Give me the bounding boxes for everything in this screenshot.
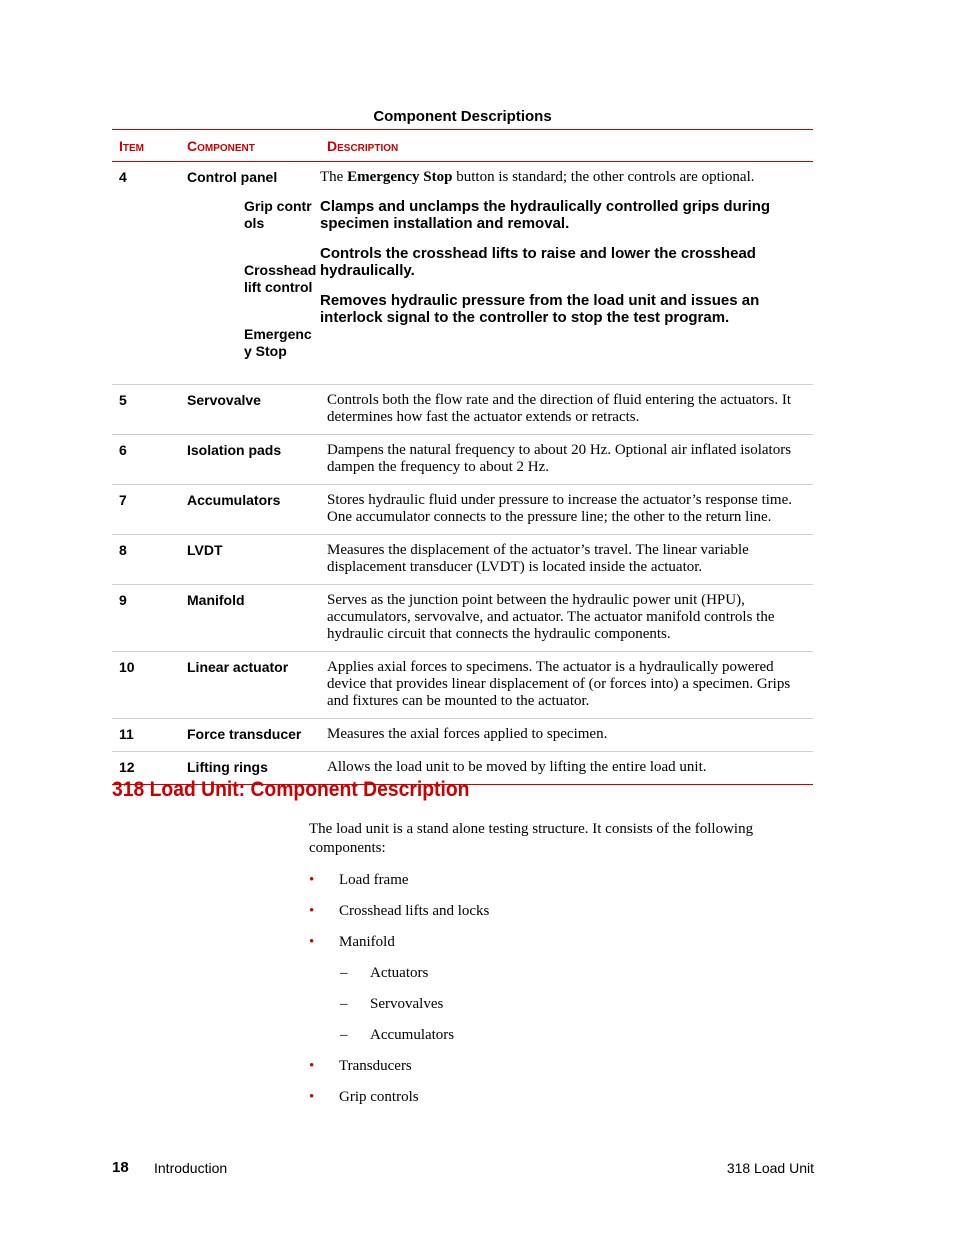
dash-marker: – — [340, 1027, 348, 1043]
table-row — [112, 435, 813, 485]
item-number: 11 — [112, 719, 180, 752]
list-item-text: Actuators — [370, 965, 429, 981]
sub-item-label: Emergency Stop — [244, 326, 312, 359]
table-row — [112, 385, 813, 435]
component-description — [320, 169, 805, 186]
sub-item-description: Controls the crosshead lifts to raise and lower the crosshead hydraulically. — [320, 245, 756, 279]
item-number: 12 — [112, 752, 180, 785]
component-name: Servovalve — [180, 385, 320, 435]
item-number: 8 — [112, 535, 180, 585]
item-number: 9 — [112, 585, 180, 652]
emergency-stop-term: Emergency Stop — [347, 169, 453, 185]
sub-item-description: Removes hydraulic pressure from the load unit and issues an interlock signal to the controller to stop the test program. — [320, 292, 760, 326]
sub-list-item — [309, 996, 789, 1027]
control-panel-subitems — [187, 186, 805, 376]
item-number: 7 — [112, 485, 180, 535]
component-description: Measures the axial forces applied to specimen. — [320, 719, 813, 752]
bullet-marker: • — [309, 872, 315, 888]
list-item — [309, 1058, 789, 1089]
sub-item-label: Crosshead lift control — [244, 262, 317, 295]
component-name: Manifold — [180, 585, 320, 652]
bullet-marker: • — [309, 903, 315, 919]
list-item-text: Transducers — [339, 1058, 412, 1074]
item-number: 4 — [112, 162, 180, 385]
component-description: Controls both the flow rate and the direction of fluid entering the actuators. It determines how fast the actuator extends or retracts. — [320, 385, 813, 435]
column-header-description: Description — [320, 130, 813, 162]
table-row — [112, 652, 813, 719]
dash-marker: – — [340, 996, 348, 1012]
component-table — [112, 129, 813, 785]
component-description: Serves as the junction point between the hydraulic power unit (HPU), accumulators, servovalve, and actuator. The actuator manifold controls the hydraulic circuit that connects the hydraulic components. — [320, 585, 813, 652]
intro-paragraph: The load unit is a stand alone testing structure. It consists of the following components: — [309, 821, 754, 856]
table-row — [112, 485, 813, 535]
component-name: Accumulators — [180, 485, 320, 535]
component-name: Lifting rings — [180, 752, 320, 785]
sub-item-label: Grip controls — [244, 198, 312, 231]
component-name: LVDT — [180, 535, 320, 585]
component-description: Measures the displacement of the actuator’s travel. The linear variable displacement transducer (LVDT) is located inside the actuator. — [320, 535, 813, 585]
component-description: Allows the load unit to be moved by lifting the entire load unit. — [320, 752, 813, 785]
component-name: Isolation pads — [180, 435, 320, 485]
item-number: 5 — [112, 385, 180, 435]
component-list — [309, 872, 789, 1120]
footer-section: Introduction — [154, 1160, 228, 1176]
sub-item-description: Clamps and unclamps the hydraulically controlled grips during specimen installation and removal. — [320, 198, 771, 232]
list-item-text: Accumulators — [370, 1027, 455, 1043]
list-item-text: Load frame — [339, 872, 409, 888]
component-name: Force transducer — [180, 719, 320, 752]
component-name: Control panel — [187, 169, 278, 185]
list-item — [309, 903, 789, 934]
item-number: 10 — [112, 652, 180, 719]
page-number: 18 — [112, 1159, 129, 1176]
footer-document-title: 318 Load Unit — [726, 1160, 814, 1176]
page-footer — [112, 1159, 814, 1179]
description-text: button is standard; the other controls are optional. — [452, 169, 755, 185]
component-description: Dampens the natural frequency to about 20 Hz. Optional air inflated isolators dampen the frequency to about 2 Hz. — [320, 435, 813, 485]
list-item-text: Crosshead lifts and locks — [339, 903, 490, 919]
list-item — [309, 1089, 789, 1120]
sub-list-item — [309, 1027, 789, 1058]
section-heading: 318 Load Unit: Component Description — [112, 778, 470, 801]
dash-marker: – — [340, 965, 348, 981]
sub-list-item — [309, 965, 789, 996]
column-header-component: Component — [180, 130, 320, 162]
bullet-marker: • — [309, 1089, 315, 1105]
list-item-text: Grip controls — [339, 1089, 419, 1105]
description-text: The — [320, 169, 348, 185]
list-item-text: Manifold — [339, 934, 395, 950]
bullet-marker: • — [309, 934, 315, 950]
item-number: 6 — [112, 435, 180, 485]
list-item-text: Servovalves — [370, 996, 444, 1012]
list-item — [309, 934, 789, 965]
component-description: Stores hydraulic fluid under pressure to increase the actuator’s response time. One accumulator connects to the pressure line; the other to the return line. — [320, 485, 813, 535]
table-caption: Component Descriptions — [373, 108, 552, 125]
bullet-marker: • — [309, 1058, 315, 1074]
table-header-row — [112, 130, 813, 162]
list-item — [309, 872, 789, 903]
component-name: Linear actuator — [180, 652, 320, 719]
table-row — [112, 719, 813, 752]
table-row — [112, 162, 813, 385]
table-row — [112, 585, 813, 652]
component-description: Applies axial forces to specimens. The actuator is a hydraulically powered device that provides linear displacement of (or forces into) a specimen. Grips and fixtures can be mounted to the actuator. — [320, 652, 813, 719]
table-row — [112, 535, 813, 585]
column-header-item: Item — [112, 130, 180, 162]
